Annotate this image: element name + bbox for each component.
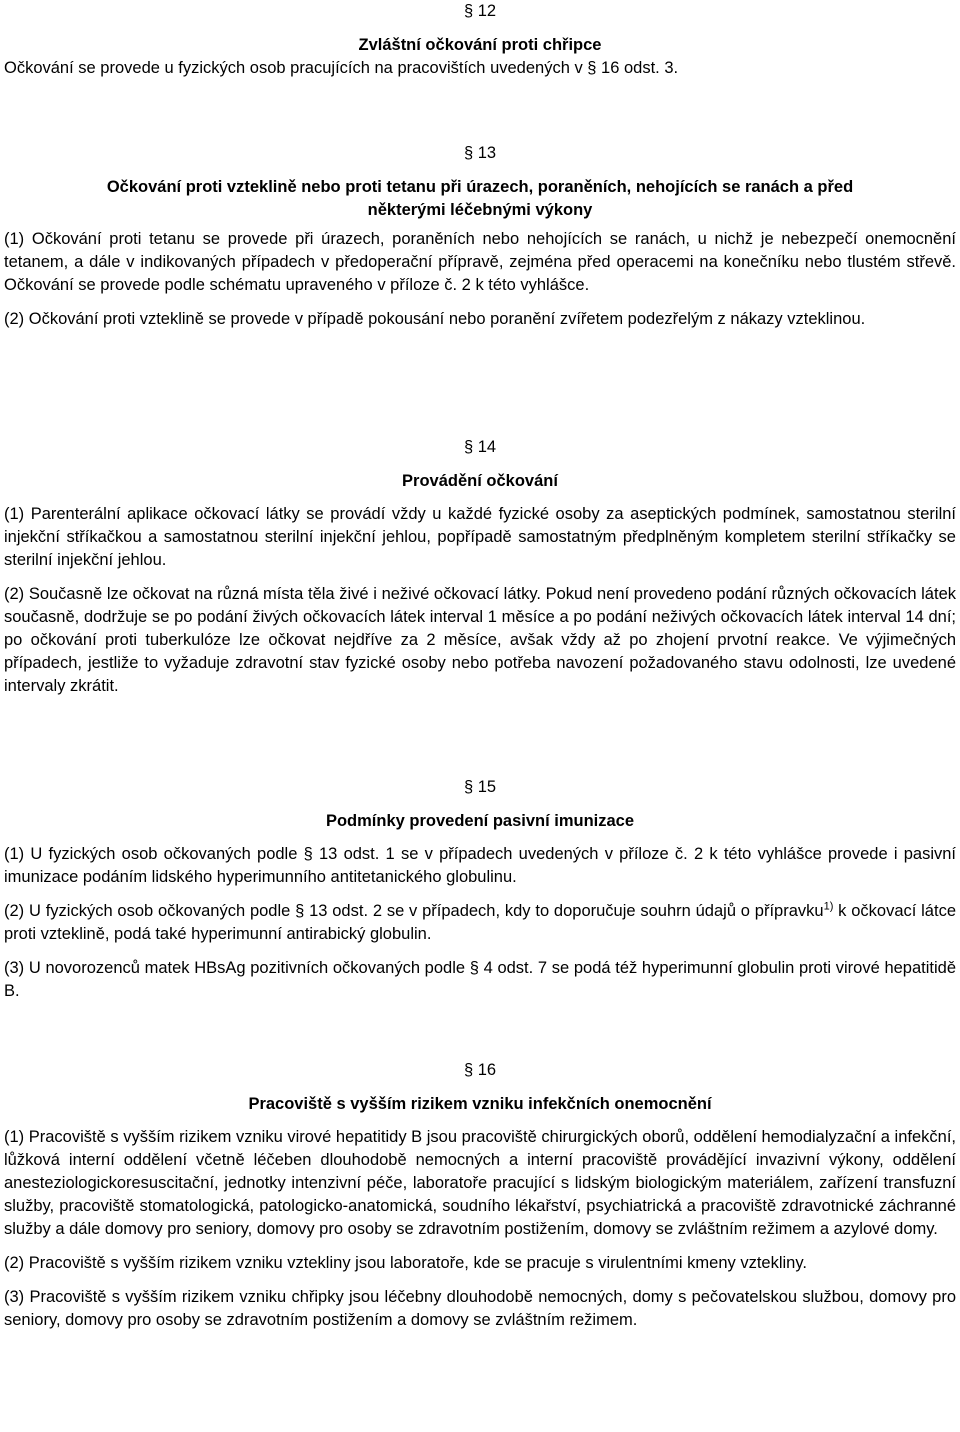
paragraph xyxy=(4,900,956,946)
section-title xyxy=(4,176,956,222)
section-15 xyxy=(4,776,956,1003)
section-number: § 12 xyxy=(463,2,497,20)
section-14 xyxy=(4,436,956,698)
section-number: § 16 xyxy=(463,1061,497,1079)
section-title: Zvláštní očkování proti chřipce xyxy=(358,36,602,54)
paragraph: (2) Pracoviště s vyšším rizikem vzniku vztekliny jsou laboratoře, kde se pracuje s virulentními kmeny vztekliny. xyxy=(4,1254,807,1272)
section-title-line1: Očkování proti vzteklině nebo proti tetanu při úrazech, poraněních, nehojících se ranách a před xyxy=(106,178,854,196)
section-title: Provádění očkování xyxy=(402,472,558,490)
paragraph-text: k očkovací látce proti vzteklině, podá také hyperimunní antirabický globulin. xyxy=(4,902,956,943)
section-16 xyxy=(4,1059,956,1332)
paragraph: (3) U novorozenců matek HBsAg pozitivních očkovaných podle § 4 odst. 7 se podá též hyperimunní globulin proti virové hepatitidě B. xyxy=(4,959,956,1000)
section-number: § 13 xyxy=(463,144,497,162)
section-number: § 14 xyxy=(463,438,497,456)
section-title: Pracoviště s vyšším rizikem vzniku infekčních onemocnění xyxy=(248,1095,712,1113)
section-number: § 15 xyxy=(463,778,497,796)
paragraph: (1) Očkování proti tetanu se provede při úrazech, poraněních nebo nehojících se ranách, u nichž je nebezpečí onemocnění tetanem, a dále v indikovaných případech v předoperační přípravě, zejména před operacemi na konečníku nebo tlustém střevě. Očkování se provede podle schématu upraveného v příloze č. 2 k této vyhlášce. xyxy=(4,230,956,294)
section-13 xyxy=(4,142,956,331)
footnote-reference: 1) xyxy=(823,900,834,913)
section-title: Podmínky provedení pasivní imunizace xyxy=(325,812,635,830)
section-title-line2: některými léčebnými výkony xyxy=(367,201,593,219)
paragraph: (3) Pracoviště s vyšším rizikem vzniku chřipky jsou léčebny dlouhodobě nemocných, domy s pečovatelskou službou, domovy pro seniory, domovy pro osoby se zdravotním postižením a domovy se zvláštním režimem. xyxy=(4,1288,956,1329)
paragraph: (2) Současně lze očkovat na různá místa těla živé i neživé očkovací látky. Pokud není provedeno podání různých očkovacích látek současně, dodržuje se po podání živých očkovacích látek interval 1 měsíce a po podání neživých očkovacích látek interval 14 dní; po očkování proti tuberkulóze lze očkovat nejdříve za 2 měsíce, avšak vždy až po zhojení prvotní reakce. Ve výjimečných případech, jestliže to vyžaduje zdravotní stav fyzické osoby nebo potřeba navození požadovaného stavu odolnosti, lze uvedené intervaly zkrátit. xyxy=(4,585,956,695)
paragraph-text: (2) U fyzických osob očkovaných podle § 13 odst. 2 se v případech, kdy to doporučuje souhrn údajů o přípravku xyxy=(4,902,824,920)
paragraph: (2) Očkování proti vzteklině se provede v případě pokousání nebo poranění zvířetem podezřelým z nákazy vzteklinou. xyxy=(4,310,866,328)
paragraph: (1) Pracoviště s vyšším rizikem vzniku virové hepatitidy B jsou pracoviště chirurgických oborů, oddělení hemodialyzační a infekční, lůžková interní oddělení včetně léčeben dlouhodobě nemocných a interní pracoviště provádějící invazivní výkony, oddělení anesteziologickoresuscitační, jednotky intenzivní péče, laboratoře pracující s lidským biologickým materiálem, zařízení transfuzní služby, pracoviště stomatologická, patologicko-anatomická, soudního lékařství, psychiatrická a pracoviště zdravotnické záchranné služby a dále domovy pro seniory, domovy pro osoby se zdravotním postižením, domovy se zvláštním režimem a azylové domy. xyxy=(4,1128,956,1238)
section-12 xyxy=(4,0,956,80)
paragraph: Očkování se provede u fyzických osob pracujících na pracovištích uvedených v § 16 odst. 3. xyxy=(4,59,679,77)
paragraph: (1) Parenterální aplikace očkovací látky se provádí vždy u každé fyzické osoby za aseptických podmínek, samostatnou sterilní injekční stříkačkou a samostatnou sterilní injekční jehlou, popřípadě samostatným předplněným kompletem sterilní stříkačky se sterilní injekční jehlou. xyxy=(4,505,956,569)
paragraph: (1) U fyzických osob očkovaných podle § 13 odst. 1 se v případech uvedených v příloze č. 2 k této vyhlášce provede i pasivní imunizace podáním lidského hyperimunního antitetanického globulinu. xyxy=(4,845,956,886)
